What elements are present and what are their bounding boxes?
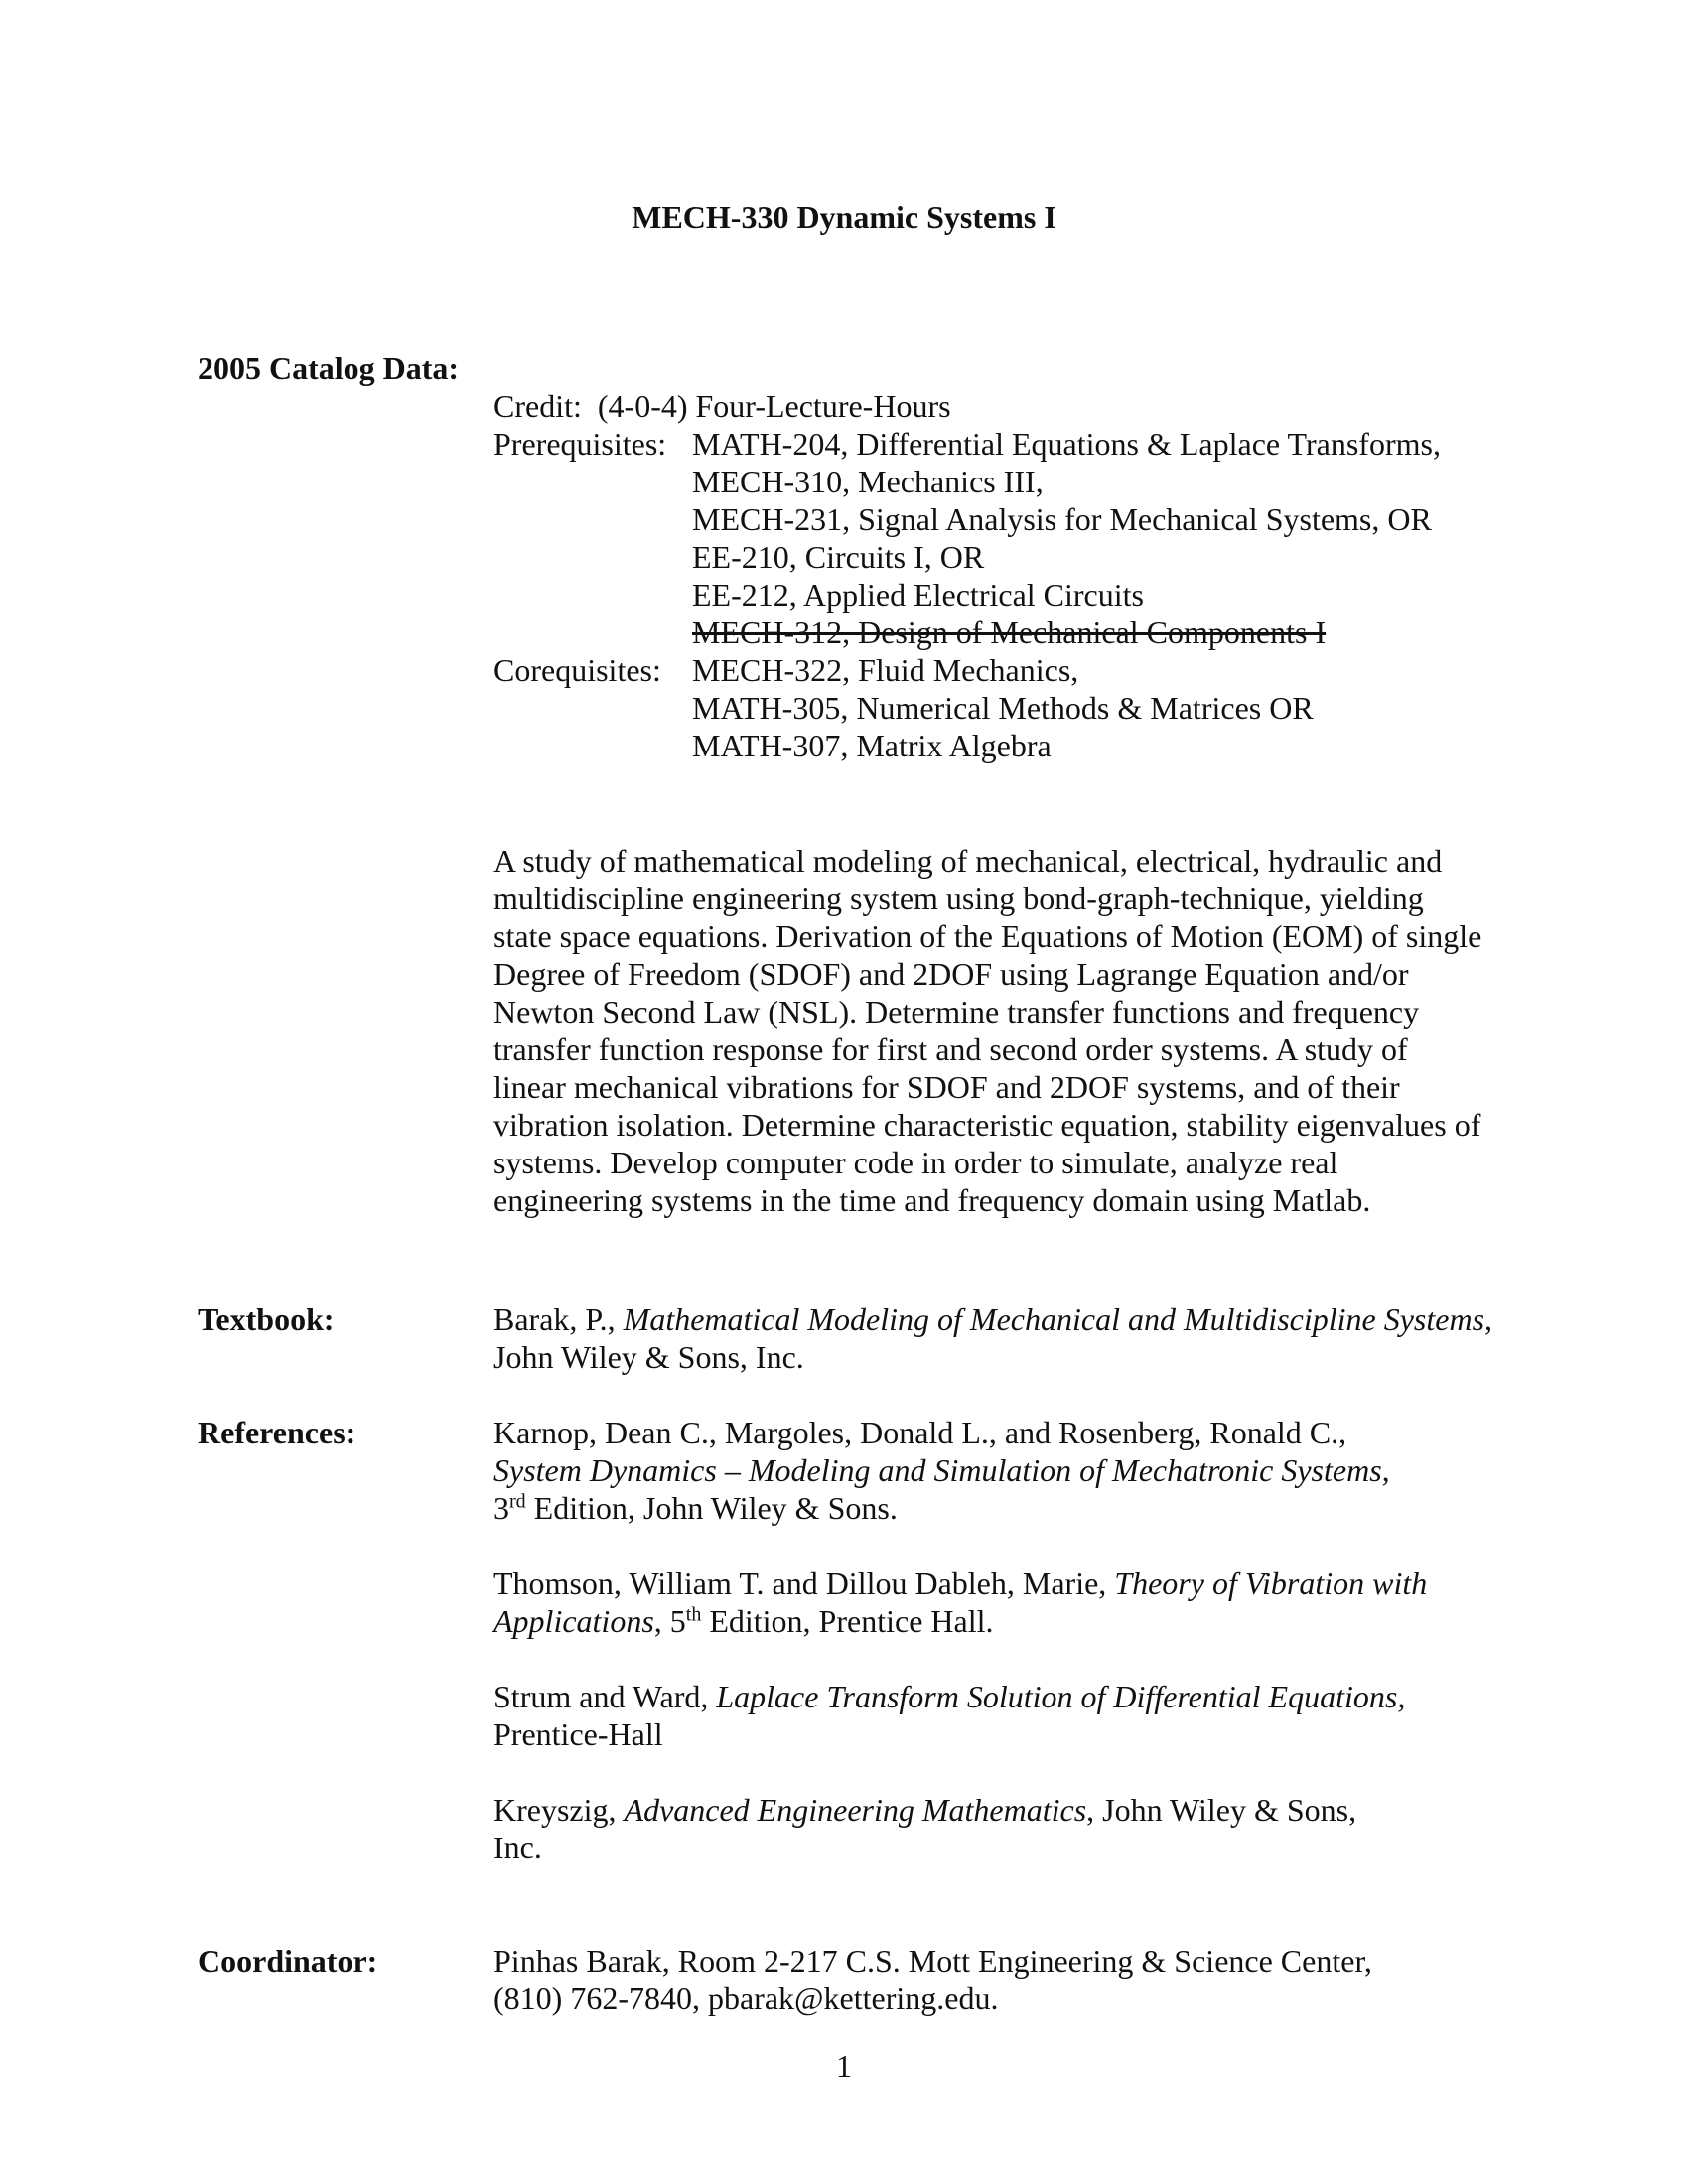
prerequisites-label: Prerequisites: <box>493 426 667 462</box>
reference-publisher: Edition, Prentice Hall. <box>701 1603 994 1639</box>
textbook-publisher: , John Wiley & Sons, Inc. <box>493 1301 1493 1375</box>
reference-edition-number: , 5 <box>653 1603 686 1639</box>
reference-publisher: Edition, John Wiley & Sons. <box>525 1490 898 1526</box>
corequisite-item: MECH-322, Fluid Mechanics, <box>692 652 1079 688</box>
textbook-title: Mathematical Modeling of Mechanical and Multidiscipline Systems <box>623 1301 1485 1337</box>
reference-publisher: , John Wiley & Sons, Inc. <box>493 1792 1357 1865</box>
page-title: MECH-330 Dynamic Systems I <box>632 200 1056 235</box>
corequisites-row <box>493 651 1506 764</box>
prerequisite-item: MECH-310, Mechanics III, <box>692 464 1044 499</box>
reference-title: Theory of Vibration with Applications <box>493 1566 1428 1639</box>
references-label: References: <box>198 1415 356 1450</box>
reference-title: Laplace Transform Solution of Differential Equations, <box>716 1679 1406 1714</box>
coordinator-label: Coordinator: <box>198 1943 378 1979</box>
reference-authors: Kreyszig, <box>493 1792 625 1828</box>
prerequisites-row <box>493 425 1506 651</box>
reference-edition-suffix: rd <box>509 1490 526 1513</box>
corequisite-item: MATH-307, Matrix Algebra <box>692 728 1052 763</box>
prerequisite-item: EE-212, Applied Electrical Circuits <box>692 577 1144 613</box>
reference-title: Advanced Engineering Mathematics <box>624 1792 1087 1828</box>
reference-authors: Thomson, William T. and Dillou Dableh, Marie, <box>493 1566 1115 1601</box>
page-number: 1 <box>836 2048 852 2084</box>
reference-authors: Strum and Ward, <box>493 1679 717 1714</box>
corequisites-list <box>692 651 1506 764</box>
corequisite-item: MATH-305, Numerical Methods & Matrices OR <box>692 690 1314 726</box>
references-list <box>493 1414 1506 1753</box>
credit-line <box>493 387 1506 425</box>
reference-item <box>493 1791 1367 1866</box>
catalog-data-label: 2005 Catalog Data: <box>198 350 460 386</box>
reference-item <box>493 1565 1506 1640</box>
course-description: A study of mathematical modeling of mechanical, electrical, hydraulic and multidiscipline engineering system using bond-graph-technique, yielding state space equations. Derivation of the Equations of Motion (EOM) of single Degree of Freedom (SDOF) and 2DOF using Lagrange Equation and/or Newton Second Law (NSL). Determine transfer functions and frequency transfer function response for first and second order systems. A study of linear mechanical vibrations for SDOF and 2DOF systems, and of their vibration isolation. Determine characteristic equation, stability eigenvalues of systems. Develop computer code in order to simulate, analyze real engineering systems in the time and frequency domain using Matlab. <box>493 843 1482 1218</box>
prerequisite-item: EE-210, Circuits I, OR <box>692 539 985 575</box>
corequisites-label: Corequisites: <box>493 652 661 688</box>
prerequisite-item: MECH-231, Signal Analysis for Mechanical Systems, OR <box>692 501 1432 537</box>
reference-authors: Karnop, Dean C., Margoles, Donald L., and Rosenberg, Ronald C., <box>493 1415 1347 1450</box>
prerequisite-item: MATH-204, Differential Equations & Laplace Transforms, <box>692 426 1441 462</box>
reference-title: System Dynamics – Modeling and Simulation of Mechatronic Systems, <box>493 1452 1390 1488</box>
reference-item <box>493 1414 1506 1527</box>
prerequisites-list <box>692 425 1506 651</box>
reference-edition-suffix: th <box>685 1603 702 1626</box>
catalog-info <box>493 387 1506 764</box>
prerequisite-item-struck: MECH-312, Design of Mechanical Components I <box>692 614 1327 650</box>
textbook-label: Textbook: <box>198 1301 335 1337</box>
reference-item <box>493 1678 1506 1753</box>
coordinator-info <box>493 1942 1506 2017</box>
textbook-author: Barak, P., <box>493 1301 624 1337</box>
credit-label: Credit: <box>493 388 582 424</box>
coordinator-line: Pinhas Barak, Room 2-217 C.S. Mott Engineering & Science Center, <box>493 1943 1372 1979</box>
textbook-entry <box>493 1300 1506 1376</box>
credit-value: (4-0-4) Four-Lecture-Hours <box>597 388 951 424</box>
reference-publisher: Prentice-Hall <box>493 1716 663 1752</box>
reference-edition-number: 3 <box>493 1490 509 1526</box>
coordinator-contact: (810) 762-7840, pbarak@kettering.edu. <box>493 1980 999 2016</box>
